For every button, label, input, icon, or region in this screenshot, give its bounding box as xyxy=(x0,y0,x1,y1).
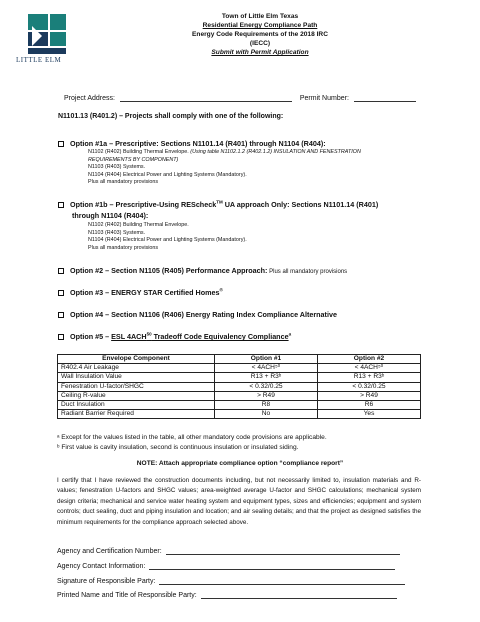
option-5-title-cont: Tradeoff Code Equivalency Compliance xyxy=(151,332,289,341)
signature-row xyxy=(57,578,405,585)
agency-number-row xyxy=(57,548,400,555)
column-header: Envelope Component xyxy=(58,355,215,364)
option-1b-line: N1102 (R402) Building Thermal Envelope. xyxy=(88,222,189,228)
option-1a-line: Plus all mandatory provisions xyxy=(88,179,159,186)
signature-field[interactable] xyxy=(159,578,405,585)
option-4-checkbox[interactable] xyxy=(58,312,64,318)
table-row xyxy=(58,364,421,373)
option-3-checkbox[interactable] xyxy=(58,290,64,296)
option-2 xyxy=(58,266,347,275)
signature-label: Signature of Responsible Party: xyxy=(57,578,156,585)
footnote-b: ᵇ First value is cavity insulation, second is continuous insulation or insulated siding. xyxy=(57,444,299,451)
option-4-title: Option #4 – Section N1106 (R406) Energy Rating Index Compliance Alternative xyxy=(70,310,337,319)
project-address-label: Project Address: xyxy=(64,95,115,102)
option-1b-checkbox[interactable] xyxy=(58,202,64,208)
option-3 xyxy=(58,288,223,297)
option-5-checkbox[interactable] xyxy=(58,334,64,340)
org-name: Town of Little Elm Texas xyxy=(221,13,299,20)
option-1a-line: REQUIREMENTS BY COMPONENT) xyxy=(88,156,179,163)
agency-number-field[interactable] xyxy=(166,548,400,555)
agency-contact-row xyxy=(57,563,395,570)
option-2-title: Option #2 – Section N1105 (R405) Performance Approach: xyxy=(70,266,268,275)
document-header xyxy=(120,12,400,57)
document-title: Residential Energy Compliance Path xyxy=(202,22,318,29)
registered-mark: ® xyxy=(219,287,223,293)
column-header: Option #1 xyxy=(215,355,318,364)
table-cell: R402.4 Air Leakage xyxy=(58,364,215,373)
table-cell: R8 xyxy=(215,400,318,409)
permit-number-label: Permit Number: xyxy=(299,95,349,102)
option-1b xyxy=(58,200,378,209)
agency-contact-label: Agency Contact Information: xyxy=(57,563,146,570)
trademark-mark: TM xyxy=(216,199,223,205)
table-row xyxy=(58,400,421,409)
option-1a-details xyxy=(88,149,428,187)
envelope-table xyxy=(57,354,421,419)
certification-statement: I certify that I have reviewed the construction documents including, but not necessarily limited to, insulation materials and R-values; fenestration U-factors and SHGC values; area-weighted average U-factor and SHGC calculations; mechanical system design criteria; mechanical and service water heating system and equipment types, sizes and efficiencies; equipment and system controls; duct sealing, duct and piping insulation and location; and air sealing details; and that the project as designed satisfies the minimum requirements for the compliance approach selected above. xyxy=(57,477,421,526)
option-5-title-esl: ESL 4ACH xyxy=(111,332,147,341)
compliance-intro: N1101.13 (R401.2) – Projects shall comply with one of the following: xyxy=(58,113,284,120)
table-cell: Duct Insulation xyxy=(58,400,215,409)
option-1a-line: (Using table N1102.1.2 (R402.1.2) INSULATION AND FENESTRATION xyxy=(190,149,361,155)
printed-name-row xyxy=(57,592,397,599)
permit-number-field[interactable] xyxy=(354,95,416,102)
option-4 xyxy=(58,310,337,319)
printed-name-field[interactable] xyxy=(201,592,397,599)
table-cell: Radiant Barrier Required xyxy=(58,410,215,419)
logo-text: LITTLE ELM xyxy=(16,56,62,64)
iecc-line: (IECC) xyxy=(249,40,271,47)
table-cell: > R49 xyxy=(318,391,421,400)
option-1b-title-line2: through N1104 (R404): xyxy=(72,211,149,220)
table-cell: Fenestration U-factor/SHGC xyxy=(58,382,215,391)
compliance-note: NOTE: Attach appropriate compliance option “compliance report” xyxy=(136,460,344,467)
column-header: Option #2 xyxy=(318,355,421,364)
option-5 xyxy=(58,332,291,341)
table-cell: Yes xyxy=(318,410,421,419)
option-1a-line: N1102 (R402) Building Thermal Envelope. xyxy=(88,149,189,155)
table-cell: No xyxy=(215,410,318,419)
agency-contact-field[interactable] xyxy=(149,563,395,570)
table-header-row xyxy=(58,355,421,364)
footnote-a-marker: a xyxy=(288,331,292,337)
footnote-a: ᵃ Except for the values listed in the table, all other mandatory code provisions are applicable. xyxy=(57,434,327,441)
submit-note: Submit with Permit Application xyxy=(211,49,309,56)
table-cell: < 4ACH⁵⁰ xyxy=(215,364,318,373)
option-1b-details xyxy=(88,222,428,252)
option-3-title: Option #3 – ENERGY STAR Certified Homes xyxy=(70,288,220,297)
table-row xyxy=(58,373,421,382)
project-address-field[interactable] xyxy=(120,95,292,102)
option-1b-line: N1103 (R403) Systems. xyxy=(88,229,146,236)
table-cell: < 0.32/0.25 xyxy=(318,382,421,391)
project-address-row xyxy=(64,95,416,102)
table-row xyxy=(58,391,421,400)
requirements-line: Energy Code Requirements of the 2018 IRC xyxy=(192,31,328,38)
table-row xyxy=(58,382,421,391)
option-1b-title: Option #1b – Prescriptive-Using REScheck xyxy=(70,200,217,209)
option-1b-title-cont: UA approach Only: Sections N1101.14 (R401) xyxy=(222,200,379,209)
option-5-superscript: 50 xyxy=(146,331,152,337)
table-cell: R6 xyxy=(318,400,421,409)
option-1a-checkbox[interactable] xyxy=(58,141,64,147)
option-5-title: Option #5 – xyxy=(70,332,112,341)
table-row xyxy=(58,410,421,419)
table-cell: < 4ACH⁵⁰ xyxy=(318,364,421,373)
option-1b-line: N1104 (R404) Electrical Power and Lighting Systems (Mandatory). xyxy=(88,237,247,244)
printed-name-label: Printed Name and Title of Responsible Party: xyxy=(57,592,197,599)
option-1a-title: Option #1a – Prescriptive: Sections N1101.14 (R401) through N1104 (R404): xyxy=(70,139,326,148)
table-cell: > R49 xyxy=(215,391,318,400)
option-2-rest: Plus all mandatory provisions xyxy=(267,269,348,275)
table-cell: R13 + R3ᵇ xyxy=(215,373,318,382)
agency-number-label: Agency and Certification Number: xyxy=(57,548,162,555)
table-cell: R13 + R3ᵇ xyxy=(318,373,421,382)
option-1a-line: N1104 (R404) Electrical Power and Lighting Systems (Mandatory). xyxy=(88,171,247,178)
option-2-checkbox[interactable] xyxy=(58,268,64,274)
option-1b-line: Plus all mandatory provisions xyxy=(88,244,159,251)
table-cell: Ceiling R-value xyxy=(58,391,215,400)
table-cell: Wall Insulation Value xyxy=(58,373,215,382)
option-1a xyxy=(58,139,326,148)
option-1a-line: N1103 (R403) Systems. xyxy=(88,164,146,171)
table-cell: < 0.32/0.25 xyxy=(215,382,318,391)
